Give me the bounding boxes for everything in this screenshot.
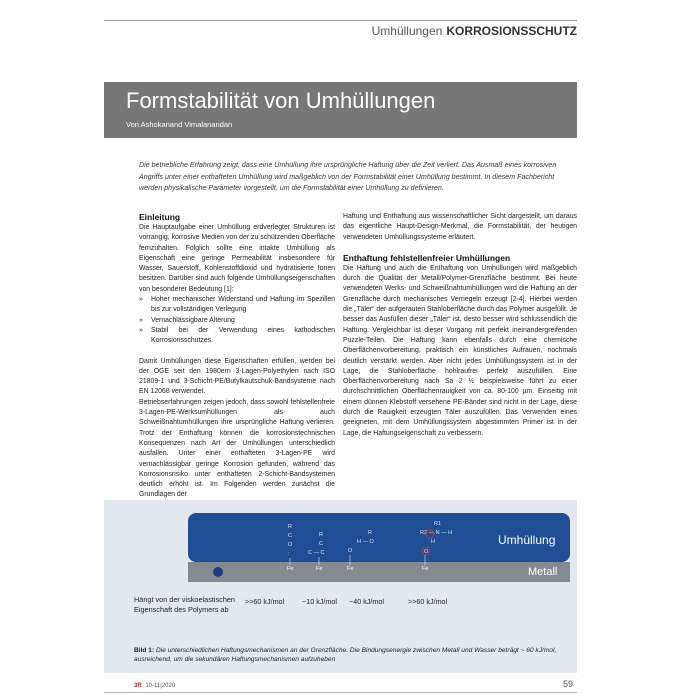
header-rule bbox=[104, 20, 577, 21]
svg-text:O: O bbox=[348, 548, 353, 554]
paragraph: Damit Umhüllungen diese Eigenschaften erfüllen, werden bei der OGE seit den 1980ern 3-Lagen-Polyethylen nach ISO 21809-1 und 3-Schicht-PE/Butylkautschuk-Bandsysteme nach EN 12068 verwendet. bbox=[139, 357, 335, 396]
bond-energy-label: >>60 kJ/mol bbox=[245, 597, 285, 606]
svg-text::: : bbox=[288, 551, 290, 557]
svg-text:C — C: C — C bbox=[308, 550, 325, 556]
left-column bbox=[139, 212, 335, 501]
section-heading-enthaftung: Enthaftung fehlstellenfreier Umhüllungen bbox=[343, 252, 511, 263]
running-header bbox=[372, 24, 577, 38]
bullet-marker: » bbox=[139, 326, 143, 334]
title-block bbox=[104, 82, 577, 138]
property-list bbox=[139, 295, 335, 346]
right-column bbox=[343, 212, 577, 439]
figure-caption bbox=[134, 646, 574, 665]
svg-text:R: R bbox=[288, 524, 292, 530]
caption-label: Bild 1: bbox=[134, 647, 155, 654]
article-intro: Die betriebliche Erfahrung zeigt, dass eine Umhüllung ihre ursprüngliche Haftung über die Zeit verliert. Das Ausmaß eines korrosiven Angriffs unter einer enthafteten Umhüllung wird maßgeblich von der Formstabilität einer Umhüllung bestimmt. In diesem Fachbericht werden physikalische Parameter vorgestellt, um die Formstabilität einer Umhüllung zu definieren. bbox=[139, 161, 557, 192]
list-item: » Hoher mechanischer Widerstand und Haftung im Spezillen bis zur vollständigen Verlegung bbox=[139, 296, 335, 314]
svg-text:H: H bbox=[431, 539, 435, 545]
article-title: Formstabilität von Umhüllungen bbox=[126, 88, 436, 113]
metal-layer bbox=[188, 562, 570, 582]
article-author: Von Ashokanand Vimalanandan bbox=[126, 120, 233, 129]
paragraph: Betriebserfahrungen zeigen jedoch, dass sowohl fehlstellenfreie 3-Lagen-PE-Werksumhüllungen als auch Schweißnahtumhüllungen ihre ursprüngliche Haftung verlieren. Trotz der Enthaftung können die korrosionstechnischen Konsequenzen nach Art der Umhüllungen unterschiedlich ausfallen. Unter einer enthafteten 3-Lagen-PE wird vernachlässigbar geringe Korrosion gefunden, während das Korrosionsrisiko unter enthafteten 2-Schicht-Bandsystemen deutlich erhöht ist. Im Folgenden werden zunächst die Grundlagen der bbox=[139, 398, 335, 499]
fe-label: Fe bbox=[316, 566, 323, 572]
paragraph: Die Hauptaufgabe einer Umhüllung erdverlegter Strukturen ist vorrangig, korrosive Medien von der zu schützenden Oberfläche fernzuhalten. Folglich sollte eine intakte Umhüllung als Eigenschaft eine geringe Permeabilität insbesondere für Wasser, Sauerstoff, Kohlenstoffdioxid und hydratisierte Ionen besitzen. Darüber sind auch folgende Umhüllungseigenschaften von besonderer Bedeutung [1]: bbox=[139, 224, 335, 293]
publisher-logo: 3R bbox=[134, 683, 142, 689]
viscoelastic-note: Hängt von der viskoelastischen Eigenschaft des Polymers ab bbox=[134, 595, 235, 614]
section-heading-einleitung: Einleitung bbox=[139, 212, 181, 222]
bullet-marker: » bbox=[139, 296, 143, 304]
bullet-marker: » bbox=[139, 316, 143, 324]
footer-rule bbox=[104, 692, 577, 693]
svg-text:C: C bbox=[319, 541, 323, 547]
list-item: » Vernachlässigbare Alterung bbox=[139, 316, 335, 326]
header-section: Umhüllungen bbox=[371, 24, 443, 38]
list-item: » Stabil bei der Verwendung eines kathodischen Korrosionsschutzes. bbox=[139, 326, 335, 345]
fe-label: Fe bbox=[347, 566, 354, 572]
paragraph: Die Haftung und auch die Enthaftung von Umhüllungen wird maßgeblich durch die Qualität der Metall/Polymer-Grenzfläche bestimmt. Bei heute verwendeten Werks- und Schweißnahtumhüllungen wird die Haftung an der Grenzfläche durch mechanisches Verriegeln erzeugt [2-4]. Hierbei werden die „Täler“ der aufgerauten Stahloberfläche durch das Polymer ausgefüllt. Je besser das Ausfüllen dieser „Täler“ ist, desto besser wird schlussendlich die Haftung. Vergleichbar ist dieser Vorgang mit perfekt ineinandergreifenden Puzzle-Teilen. Die Haftung kann ebenfalls durch eine chemische Oberflächenvorbereitung, praktisch ein künstliches Aufrauen, nochmals deutlich verstärkt werden. Aber nicht jedes Umhüllungssystem ist in der Lage, die Stahloberfläche hohlraufrei perfekt auszufüllen. Eine Oberflächenvorbereitung nach Sa 2 ½ beispielsweise führt zu einer durchschnittlichen Oberflächenrauigkeit von ca. 80-100 µm. Einseitig mit einem dünnen Klebstoff versehene PE-Bänder sind nicht in der Lage, diese durch die Rauigkeit erzeugten Täler auszufüllen. Das Verwenden eines geeigneten, mit dem Umhüllungssystem abgestimmten Primer ist in der Lage, die Haftungseigenschaft zu verbessern. bbox=[343, 264, 577, 437]
page-number: 59 bbox=[563, 679, 574, 689]
bond-energy-label: ~10 kJ/mol bbox=[302, 597, 337, 606]
coating-label: Umhüllung bbox=[498, 533, 556, 547]
interlock-dot bbox=[213, 567, 223, 577]
bond-energy-label: ~40 kJ/mol bbox=[349, 597, 384, 606]
fe-label: Fe bbox=[287, 566, 294, 572]
bond-energy-label: >>60 kJ/mol bbox=[408, 597, 448, 606]
svg-text:H — O: H — O bbox=[357, 539, 374, 545]
fe-label: Fe bbox=[422, 566, 429, 572]
header-topic: KORROSIONSSCHUTZ bbox=[446, 24, 577, 38]
metal-label: Metall bbox=[528, 566, 558, 578]
paragraph: Haftung und Enthaftung aus wissenschaftlicher Sicht dargestellt, um daraus das eigentliche Haupt-Design-Merkmal, die Formstabilität, der heutigen verwendeten Umhüllungssysteme erläutert. bbox=[343, 213, 577, 241]
issue-number: 10-11|2020 bbox=[145, 683, 176, 689]
svg-text:R2 — N — H: R2 — N — H bbox=[420, 530, 453, 536]
svg-text:R1: R1 bbox=[434, 521, 442, 527]
svg-text:R: R bbox=[319, 532, 323, 538]
caption-text: Die unterschiedlichen Haftungsmechanismen an der Grenzfläche. Die Bindungsenergie zwischen Metall und Wasser beträgt ~ 60 kJ/mol, ausreichend, um die sekundären Haftungsmechanismen aufzuheben bbox=[134, 647, 557, 664]
svg-text:O: O bbox=[424, 549, 429, 555]
footer bbox=[134, 683, 175, 689]
svg-text:R: R bbox=[368, 530, 372, 536]
svg-text:O: O bbox=[288, 542, 293, 548]
svg-text:C: C bbox=[288, 533, 292, 539]
